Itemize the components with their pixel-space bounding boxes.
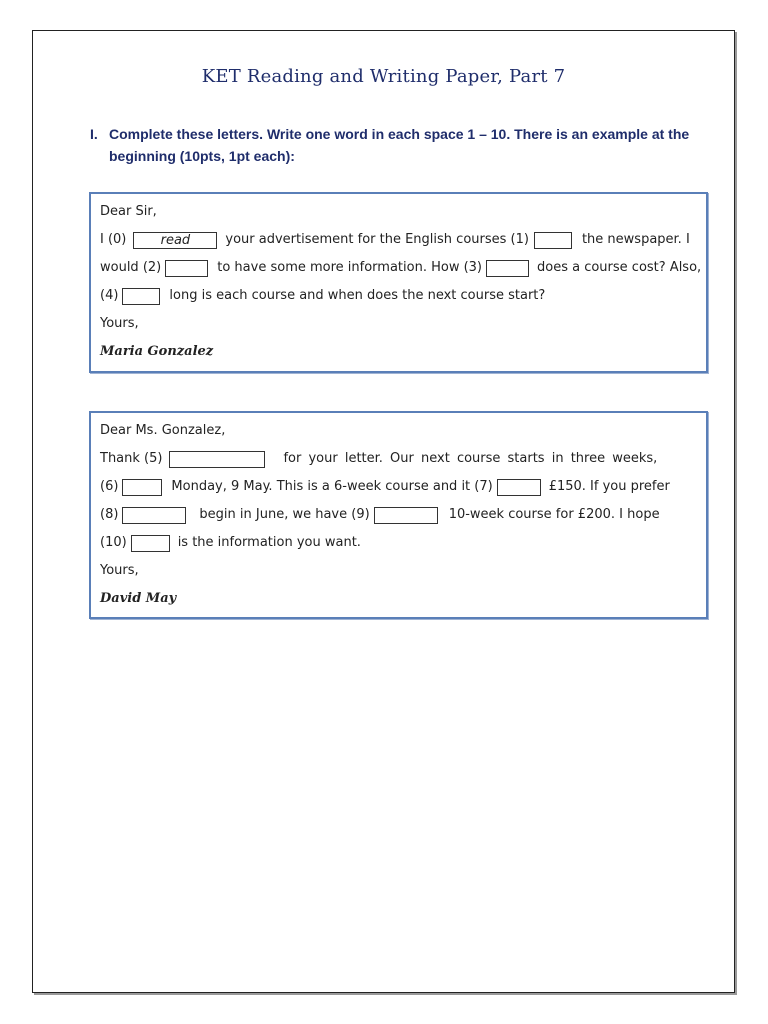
answer-box-8[interactable]: [122, 507, 186, 524]
letter-1-text: does a course cost? Also,: [537, 260, 702, 275]
letter-2-text: begin in June, we have (9): [199, 507, 370, 522]
letter-1-line-3: [100, 254, 702, 282]
letter-2-greeting: Dear Ms. Gonzalez,: [100, 423, 226, 438]
letter-2-text: (8): [100, 507, 119, 522]
letter-2-signature: David May: [100, 591, 177, 606]
letter-1-greeting-line: [100, 198, 702, 226]
answer-box-1[interactable]: [534, 232, 572, 249]
answer-box-6[interactable]: [122, 479, 162, 496]
letter-1-text: your advertisement for the English courses (1): [225, 232, 529, 247]
letter-2-line-5: [100, 529, 702, 557]
letter-2-text: 10-week course for £200. I hope: [448, 507, 660, 522]
letter-2-text: (6): [100, 479, 119, 494]
page-title: KET Reading and Writing Paper, Part 7: [201, 66, 566, 87]
letter-1-text: (4): [100, 288, 119, 303]
answer-box-3[interactable]: [486, 260, 529, 277]
answer-box-7[interactable]: [497, 479, 541, 496]
answer-box-5[interactable]: [169, 451, 265, 468]
letter-2-line-3: [100, 473, 702, 501]
letter-2-text: £150. If you prefer: [548, 479, 670, 494]
letter-2-text: Thank (5): [100, 451, 163, 466]
letter-1-greeting: Dear Sir,: [100, 204, 157, 219]
letter-1-closing: Yours,: [100, 316, 139, 331]
letter-1-text: to have some more information. How (3): [217, 260, 482, 275]
letter-2-text: for your letter. Our next course starts in three weeks,: [283, 451, 658, 466]
example-answer-box: read: [133, 232, 217, 249]
letter-2-line-2: [100, 445, 702, 473]
letter-1-signature: Maria Gonzalez: [100, 344, 214, 359]
letter-1-line-4: [100, 282, 702, 310]
letter-1-line-2: [100, 226, 702, 254]
answer-box-9[interactable]: [374, 507, 438, 524]
answer-box-2[interactable]: [165, 260, 208, 277]
answer-box-4[interactable]: [122, 288, 160, 305]
letter-1-text: I (0): [100, 232, 127, 247]
letter-2-line-4: [100, 501, 702, 529]
letter-2-closing-line: [100, 557, 702, 585]
letter-2-text: (10): [100, 535, 127, 550]
answer-box-10[interactable]: [131, 535, 170, 552]
letter-1-text: the newspaper. I: [581, 232, 690, 247]
letter-2: [89, 411, 708, 619]
letter-1-text: long is each course and when does the next course start?: [169, 288, 546, 303]
letter-1-text: would (2): [100, 260, 162, 275]
letter-2-closing: Yours,: [100, 563, 139, 578]
letter-2-greeting-line: [100, 417, 702, 445]
letter-2-text: is the information you want.: [177, 535, 361, 550]
letter-1: [89, 192, 708, 373]
instruction-number: I.: [90, 126, 98, 142]
instruction-text: Complete these letters. Write one word in each space 1 – 10. There is an example at the beginning (10pts, 1pt each):: [109, 126, 690, 164]
letter-2-text: Monday, 9 May. This is a 6-week course and it (7): [171, 479, 493, 494]
letter-1-closing-line: [100, 310, 702, 338]
instruction: [90, 123, 700, 167]
